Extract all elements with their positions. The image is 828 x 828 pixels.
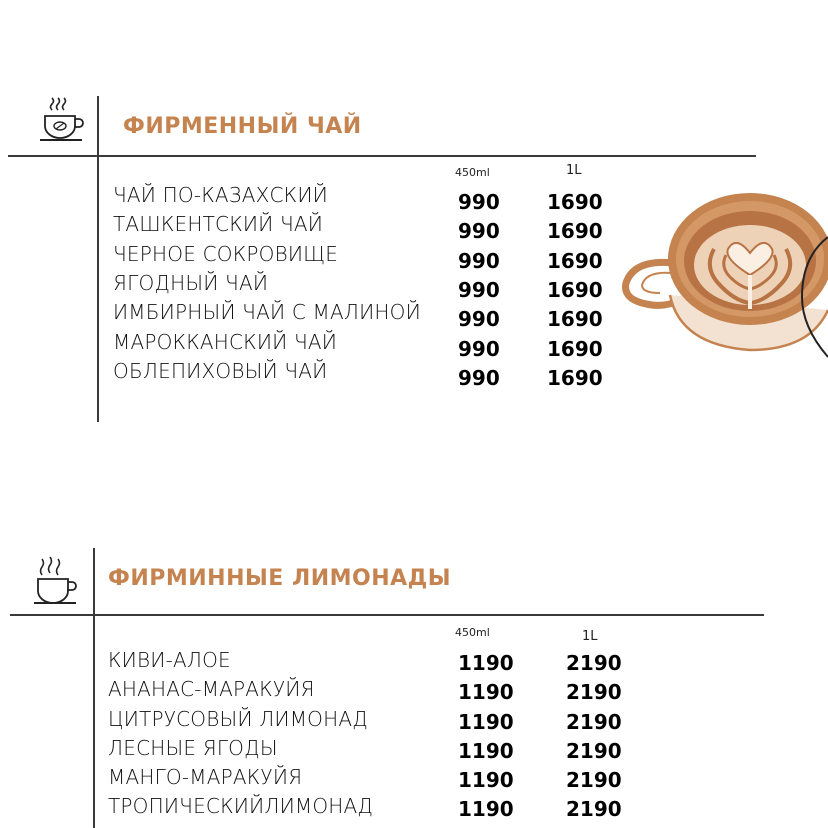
section-divider-horizontal	[10, 614, 764, 616]
menu-item-name: КИВИ-АЛОЕ	[108, 648, 231, 672]
price-small: 1190	[458, 768, 514, 792]
price-small: 1190	[458, 739, 514, 763]
price-small: 990	[458, 219, 500, 243]
menu-item-name: ТРОПИЧЕСКИЙЛИМОНАД	[108, 794, 374, 818]
price-small: 1190	[458, 797, 514, 821]
section-title-lemonades: ФИРМИННЫЕ ЛИМОНАДЫ	[108, 566, 452, 591]
price-small: 990	[458, 249, 500, 273]
price-large: 2190	[566, 768, 622, 792]
menu-item-name: ТАШКЕНТСКИЙ ЧАЙ	[113, 212, 324, 236]
hot-mug-icon	[32, 555, 80, 607]
price-large: 1690	[547, 337, 603, 361]
volume-label-small: 450ml	[455, 626, 490, 639]
price-large: 1690	[547, 278, 603, 302]
menu-item-name: ЧЕРНОЕ СОКРОВИЩЕ	[113, 242, 339, 266]
price-large: 1690	[547, 219, 603, 243]
price-large: 1690	[547, 249, 603, 273]
price-small: 1190	[458, 680, 514, 704]
price-small: 990	[458, 366, 500, 390]
section-title-tea: ФИРМЕННЫЙ ЧАЙ	[123, 114, 362, 139]
price-large: 2190	[566, 680, 622, 704]
price-large: 1690	[547, 307, 603, 331]
menu-item-name: ЛЕСНЫЕ ЯГОДЫ	[108, 736, 278, 760]
menu-item-name: ЯГОДНЫЙ ЧАЙ	[113, 271, 269, 295]
volume-label-large: 1L	[582, 629, 598, 644]
hot-tea-cup-icon	[38, 96, 86, 146]
section-divider-horizontal	[8, 155, 756, 157]
price-small: 1190	[458, 651, 514, 675]
menu-item-name: МАРОККАНСКИЙ ЧАЙ	[113, 330, 338, 354]
price-large: 2190	[566, 710, 622, 734]
menu-item-name: АНАНАС-МАРАКУЙЯ	[108, 677, 315, 701]
price-small: 990	[458, 278, 500, 302]
menu-item-name: ЧАЙ ПО-КАЗАХСКИЙ	[113, 183, 328, 207]
volume-label-small: 450ml	[455, 166, 490, 179]
price-large: 2190	[566, 651, 622, 675]
price-small: 990	[458, 307, 500, 331]
menu-item-name: ОБЛЕПИХОВЫЙ ЧАЙ	[113, 359, 328, 383]
latte-art-cup-illustration	[622, 185, 828, 370]
menu-item-name: МАНГО-МАРАКУЙЯ	[108, 765, 303, 789]
volume-label-large: 1L	[566, 163, 582, 178]
price-large: 2190	[566, 739, 622, 763]
price-small: 990	[458, 337, 500, 361]
price-small: 990	[458, 190, 500, 214]
menu-item-name: ЦИТРУСОВЫЙ ЛИМОНАД	[108, 707, 368, 731]
section-divider-vertical	[93, 548, 95, 828]
section-divider-vertical	[97, 96, 99, 422]
menu-item-name: ИМБИРНЫЙ ЧАЙ С МАЛИНОЙ	[113, 300, 421, 324]
price-small: 1190	[458, 710, 514, 734]
price-large: 1690	[547, 190, 603, 214]
price-large: 2190	[566, 797, 622, 821]
price-large: 1690	[547, 366, 603, 390]
